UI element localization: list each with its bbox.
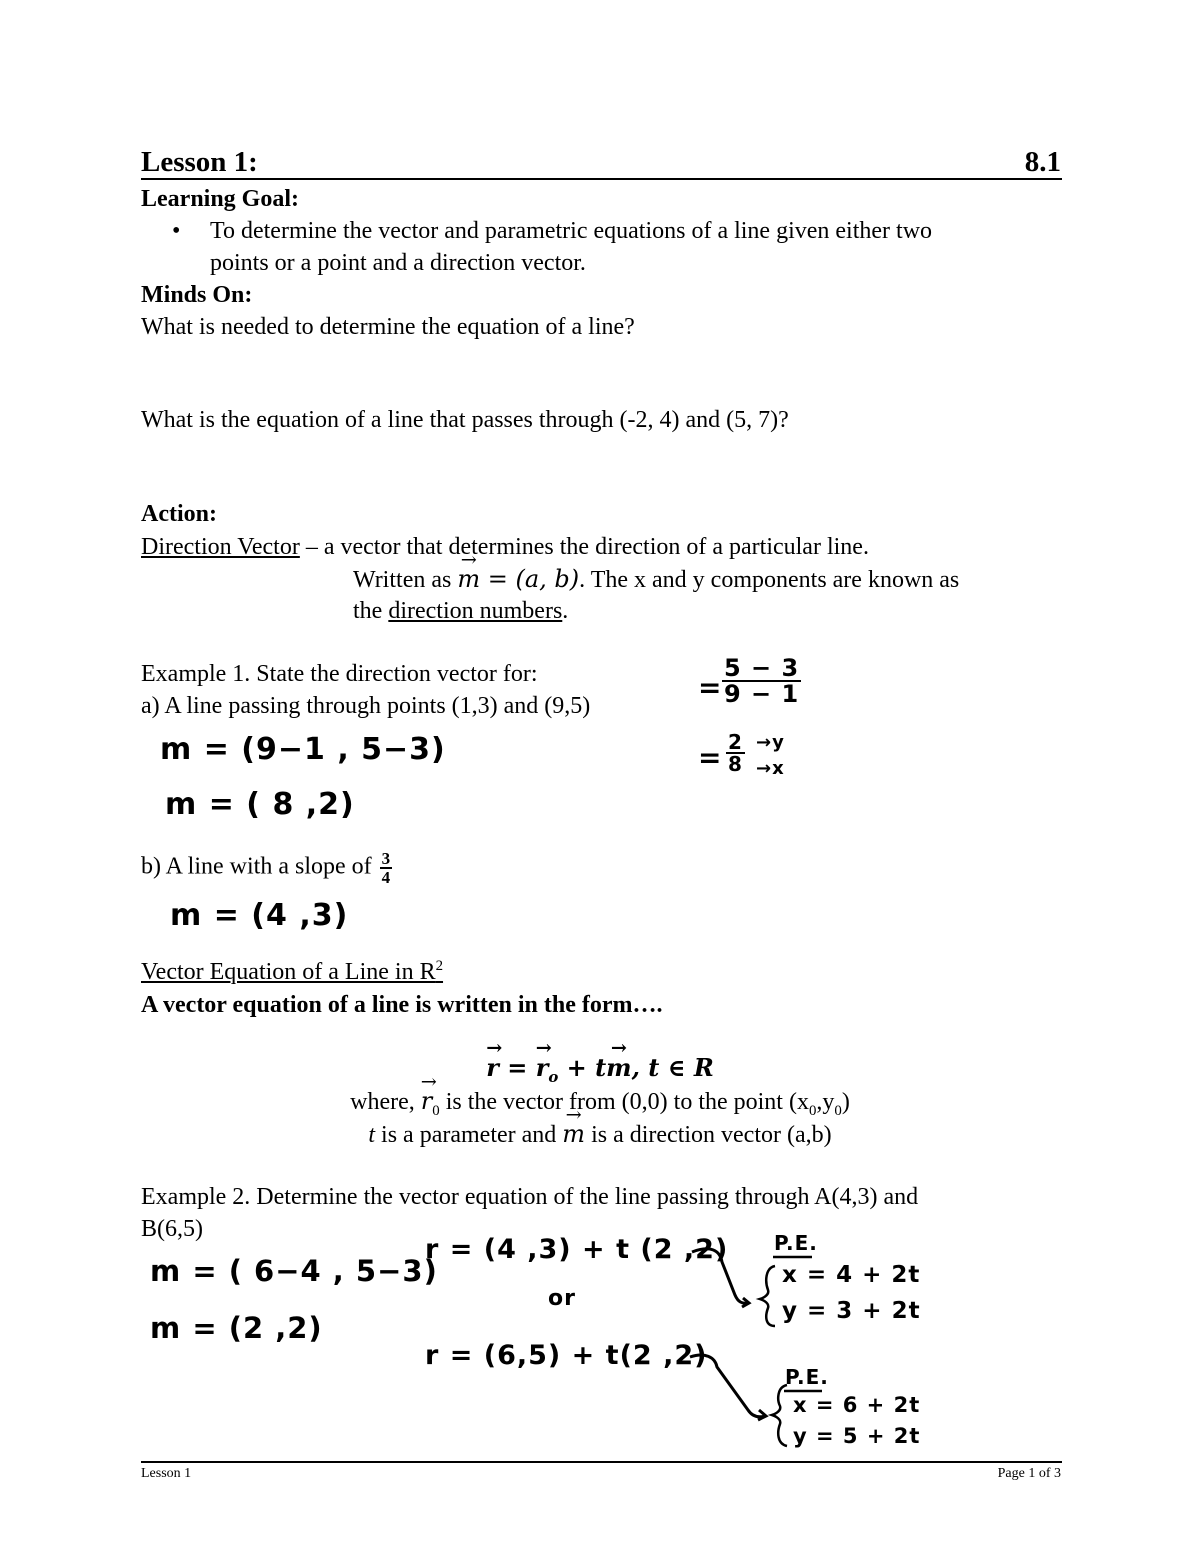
where-post: is the vector from (0,0) to the point (x: [439, 1089, 809, 1115]
parameter-t: t: [368, 1122, 376, 1148]
components-text: . The x and y components are known as: [579, 567, 960, 593]
example-1-title: Example 1. State the direction vector for:: [141, 661, 538, 687]
vector-m: → m: [457, 564, 480, 595]
handwritten-m-2: m = (2 ,2): [150, 1311, 323, 1345]
side-work-equals-2: =: [698, 741, 723, 774]
direction-numbers-pre: the: [353, 598, 389, 624]
vector-m-value: = (a, b): [480, 565, 580, 593]
where-y-sub: 0: [834, 1102, 842, 1119]
parametric-1-y: y = 3 + 2t: [782, 1298, 921, 1324]
direction-numbers-post: .: [562, 598, 569, 624]
example-2-line-1: Example 2. Determine the vector equation of the line passing through A(4,3) and: [141, 1184, 919, 1210]
where-r: → r: [421, 1086, 432, 1117]
parameter-mid: is a parameter and: [375, 1122, 563, 1148]
footer-page-number: Page 1 of 3: [997, 1466, 1061, 1481]
where-r-sub: 0: [432, 1102, 440, 1119]
formula-equals: =: [498, 1053, 536, 1082]
formula-r: → r: [486, 1052, 499, 1083]
slope-numerator: 3: [381, 849, 391, 868]
formula-r0-sub: o: [548, 1067, 559, 1086]
example-2-line-2: B(6,5): [141, 1216, 203, 1242]
part-b-text: b) A line with a slope of: [141, 853, 372, 880]
handwritten-answer-a2: m = ( 8 ,2): [165, 787, 355, 822]
bullet-icon: •: [172, 218, 181, 244]
formula-r0: → r: [536, 1052, 549, 1083]
vector-equation-heading-text: Vector Equation of a Line in R: [141, 959, 436, 985]
side-arrow-y: →y: [756, 732, 785, 753]
footer-lesson: Lesson 1: [141, 1466, 192, 1481]
slope-denominator: 4: [381, 868, 391, 887]
written-as-label: Written as: [353, 567, 458, 593]
handwritten-r-2: r = (6,5) + t(2 ,2): [425, 1340, 708, 1371]
side-fraction-2-numerator: 2: [728, 730, 743, 754]
side-fraction-2-denominator: 8: [728, 752, 743, 776]
side-fraction-1-denominator: 9 − 1: [724, 680, 800, 708]
action-heading: Action:: [141, 501, 217, 527]
where-pre: where,: [350, 1089, 421, 1115]
handwritten-m-1: m = ( 6−4 , 5−3): [150, 1254, 438, 1288]
footer-rule: [141, 1461, 1062, 1463]
direction-vector-term: Direction Vector: [141, 534, 300, 560]
parameter-m: → m: [562, 1119, 585, 1150]
parametric-label-1: P.E.: [774, 1231, 818, 1255]
where-mid: ,y: [816, 1089, 835, 1115]
formula-tail: , t ∈ R: [631, 1053, 714, 1082]
parameter-post: is a direction vector (a,b): [585, 1122, 832, 1148]
page-title: Lesson 1:: [141, 146, 258, 178]
handwritten-answer-b: m = (4 ,3): [170, 898, 349, 933]
minds-on-question-2: What is the equation of a line that passes through (-2, 4) and (5, 7)?: [141, 407, 789, 433]
minds-on-heading: Minds On:: [141, 282, 253, 308]
formula-m: → m: [606, 1052, 631, 1083]
parametric-label-2: P.E.: [785, 1365, 829, 1389]
formula-plus-t: + t: [558, 1053, 607, 1082]
example-1-part-a: a) A line passing through points (1,3) and (9,5): [141, 693, 591, 719]
parametric-2-x: x = 6 + 2t: [793, 1393, 921, 1417]
side-arrow-x: →x: [756, 758, 785, 779]
handwritten-r-1: r = (4 ,3) + t (2 ,2): [425, 1234, 729, 1265]
parametric-1-x: x = 4 + 2t: [782, 1262, 921, 1288]
section-number: 8.1: [1024, 146, 1061, 178]
handwritten-or: or: [548, 1286, 576, 1311]
side-work-equals-1: =: [698, 671, 723, 704]
side-fraction-1-numerator: 5 − 3: [724, 654, 800, 682]
learning-goal-line-2: points or a point and a direction vector.: [210, 250, 586, 276]
direction-numbers-term: direction numbers: [388, 598, 563, 624]
where-end: ): [841, 1089, 850, 1115]
r-superscript: 2: [435, 958, 444, 974]
vector-equation-intro: A vector equation of a line is written in the form….: [141, 992, 663, 1018]
learning-goal-line-1: To determine the vector and parametric equations of a line given either two: [210, 218, 933, 244]
minds-on-question-1: What is needed to determine the equation of a line?: [141, 314, 635, 340]
handwritten-answer-a1: m = (9−1 , 5−3): [160, 732, 446, 767]
where-x-sub: 0: [808, 1102, 817, 1119]
parametric-2-y: y = 5 + 2t: [793, 1424, 921, 1448]
learning-goal-heading: Learning Goal:: [141, 186, 300, 212]
direction-vector-def-text: – a vector that determines the direction of a particular line.: [299, 534, 869, 560]
